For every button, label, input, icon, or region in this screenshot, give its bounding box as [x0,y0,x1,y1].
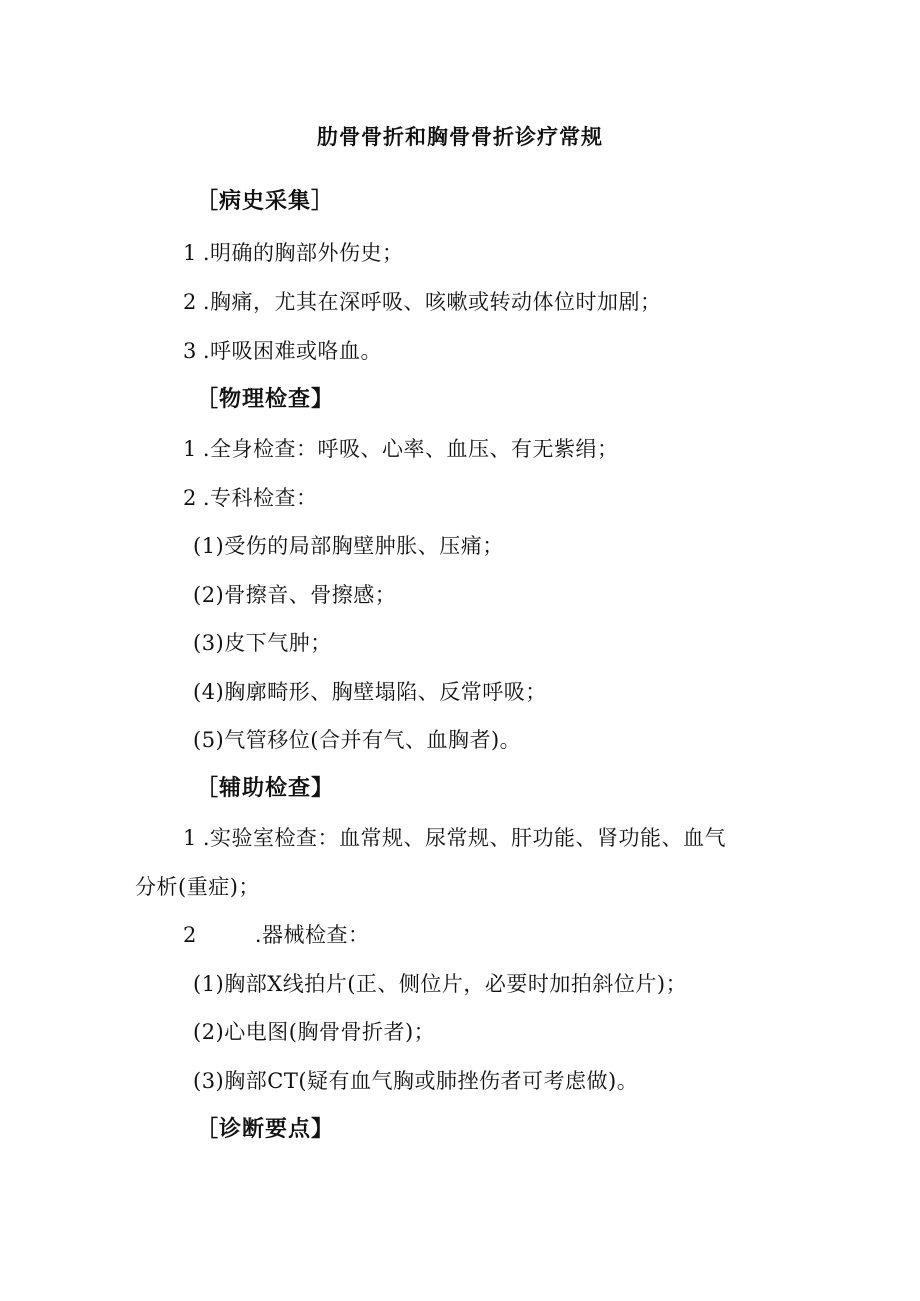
history-item-3 [183,335,382,365]
physical-item-2 [183,482,318,512]
document-title: 肋骨骨折和胸骨骨折诊疗常规 [317,124,603,149]
physical-subitem-4: (4)胸廓畸形、胸壁塌陷、反常呼吸； [193,680,547,704]
item-text: .明确的胸部外伤史； [202,241,404,265]
item-number: 2 [183,923,197,947]
item-number: 1 [183,826,197,850]
auxiliary-subitem-2: (2)心电图(胸骨骨折者)； [193,1020,436,1044]
item-number: 1 [183,437,197,461]
item-number: 2 [183,290,197,314]
auxiliary-subitem-1: (1)胸部X线拍片(正、侧位片，必要时加拍斜位片)； [193,972,688,996]
history-item-2 [183,286,662,316]
physical-subitem-1: (1)受伤的局部胸壁肿胀、压痛； [193,534,504,558]
section-heading-history: ［病史采集］ [196,188,335,214]
physical-item-1 [183,433,619,463]
item-text: .实验室检查：血常规、尿常规、肝功能、肾功能、血气 [202,826,727,850]
item-number: 3 [183,339,197,363]
section-heading-diagnosis: ［诊断要点】 [196,1116,335,1142]
item-number: 2 [183,486,197,510]
auxiliary-subitem-3: (3)胸部CT(疑有血气胸或肺挫伤者可考虑做)。 [193,1069,639,1093]
item-text: .全身检查：呼吸、心率、血压、有无紫绢； [202,437,619,461]
item-text: .胸痛，尤其在深呼吸、咳嗽或转动体位时加剧； [202,290,662,314]
auxiliary-item-1 [183,822,726,852]
item-text: .专科检查： [202,486,318,510]
physical-subitem-3: (3)皮下气肿； [193,631,332,655]
item-text: .器械检查： [254,923,370,947]
item-number: 1 [183,241,197,265]
history-item-1 [183,237,404,267]
physical-subitem-5: (5)气管移位(合并有气、血胸者)。 [193,728,522,752]
auxiliary-item-2 [183,919,370,949]
section-heading-auxiliary: ［辅助检查】 [196,775,335,801]
item-text: .呼吸困难或咯血。 [202,339,383,363]
section-heading-physical: ［物理检查】 [196,386,335,412]
physical-subitem-2: (2)骨擦音、骨擦感； [193,583,397,607]
auxiliary-item-1-continuation: 分析(重症)； [135,875,260,899]
